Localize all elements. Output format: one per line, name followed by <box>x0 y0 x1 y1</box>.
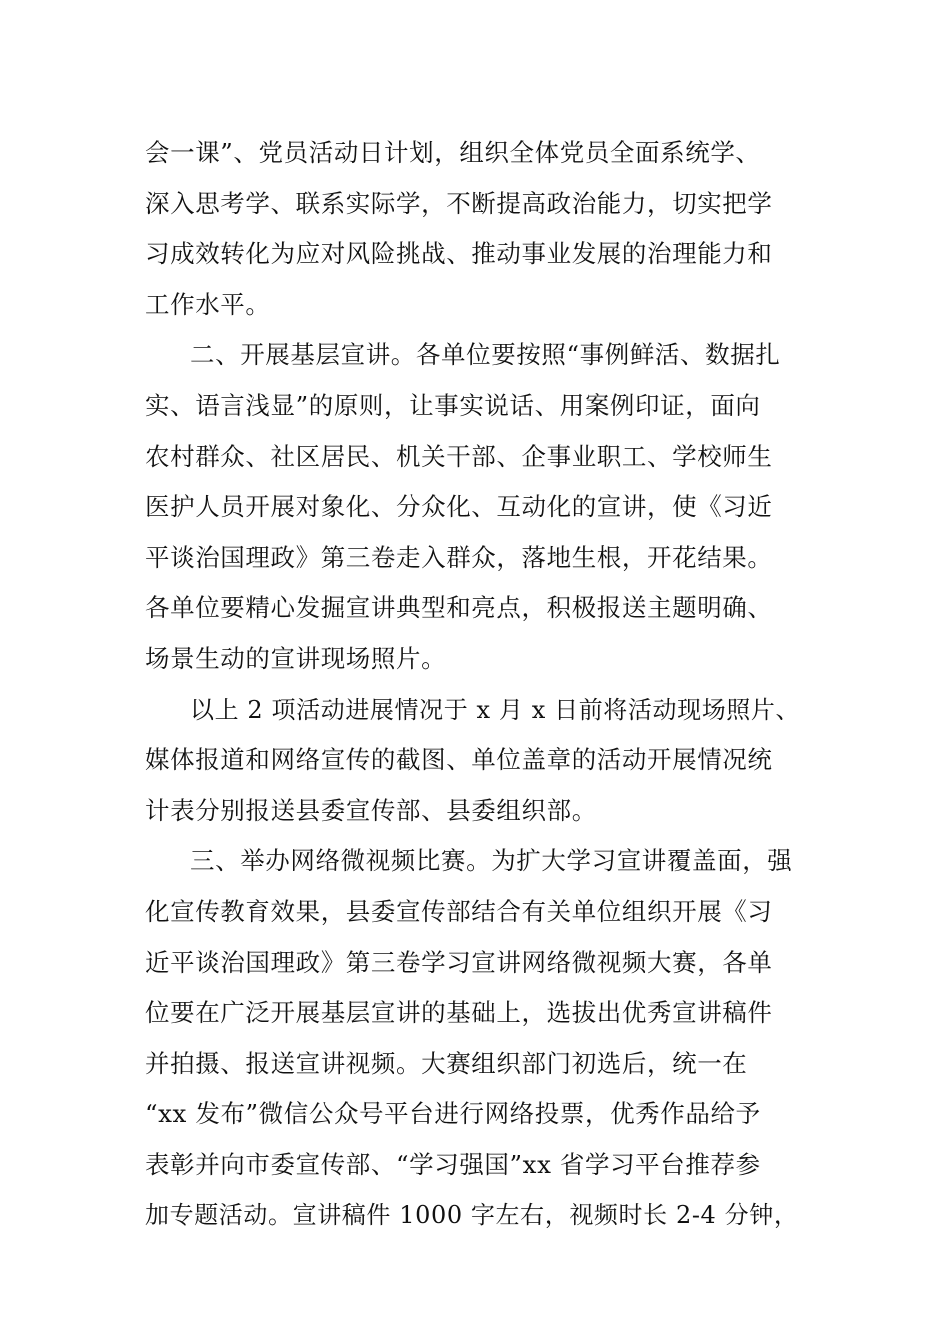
text-line-9: 平谈治国理政》第三卷走入群众，落地生根，开花结果。 <box>145 542 773 572</box>
text-line-7: 农村群众、社区居民、机关干部、企事业职工、学校师生 <box>145 441 773 471</box>
text-line-14: 计表分别报送县委宣传部、县委组织部。 <box>145 795 597 825</box>
text-line-4: 工作水平。 <box>145 289 271 319</box>
text-line-17: 近平谈治国理政》第三卷学习宣讲网络微视频大赛，各单 <box>145 947 773 977</box>
summary-paragraph-line: 以上 2 项活动进展情况于 x 月 x 日前将活动现场照片、 <box>190 695 801 724</box>
text-line-10: 各单位要精心发掘宣讲典型和亮点，积极报送主题明确、 <box>145 593 773 623</box>
document-body <box>145 128 810 1241</box>
section-two-heading-line: 二、开展基层宣讲。各单位要按照“事例鲜活、数据扎 <box>190 340 781 370</box>
text-line-22: 加专题活动。宣讲稿件 1000 字左右，视频时长 2-4 分钟， <box>145 1201 799 1230</box>
text-line-6: 实、语言浅显”的原则，让事实说话、用案例印证，面向 <box>145 390 761 420</box>
text-line-16: 化宣传教育效果，县委宣传部结合有关单位组织开展《习 <box>145 896 773 926</box>
text-line-19: 并拍摄、报送宣讲视频。大赛组织部门初选后，统一在 <box>145 1048 748 1078</box>
text-line-3: 习成效转化为应对风险挑战、推动事业发展的治理能力和 <box>145 239 773 269</box>
text-line-11: 场景生动的宣讲现场照片。 <box>145 643 447 673</box>
text-line-21: 表彰并向市委宣传部、“学习强国”xx 省学习平台推荐参 <box>145 1149 761 1179</box>
text-line-13: 媒体报道和网络宣传的截图、单位盖章的活动开展情况统 <box>145 745 773 775</box>
text-line-18: 位要在广泛开展基层宣讲的基础上，选拔出优秀宣讲稿件 <box>145 998 773 1028</box>
text-line-2: 深入思考学、联系实际学，不断提高政治能力，切实把学 <box>145 188 773 218</box>
section-three-heading-line: 三、举办网络微视频比赛。为扩大学习宣讲覆盖面，强 <box>190 846 793 876</box>
text-line-8: 医护人员开展对象化、分众化、互动化的宣讲，使《习近 <box>145 492 773 522</box>
text-line-20: “xx 发布”微信公众号平台进行网络投票，优秀作品给予 <box>145 1099 761 1129</box>
text-line-1: 会一课”、党员活动日计划，组织全体党员全面系统学、 <box>145 138 761 167</box>
